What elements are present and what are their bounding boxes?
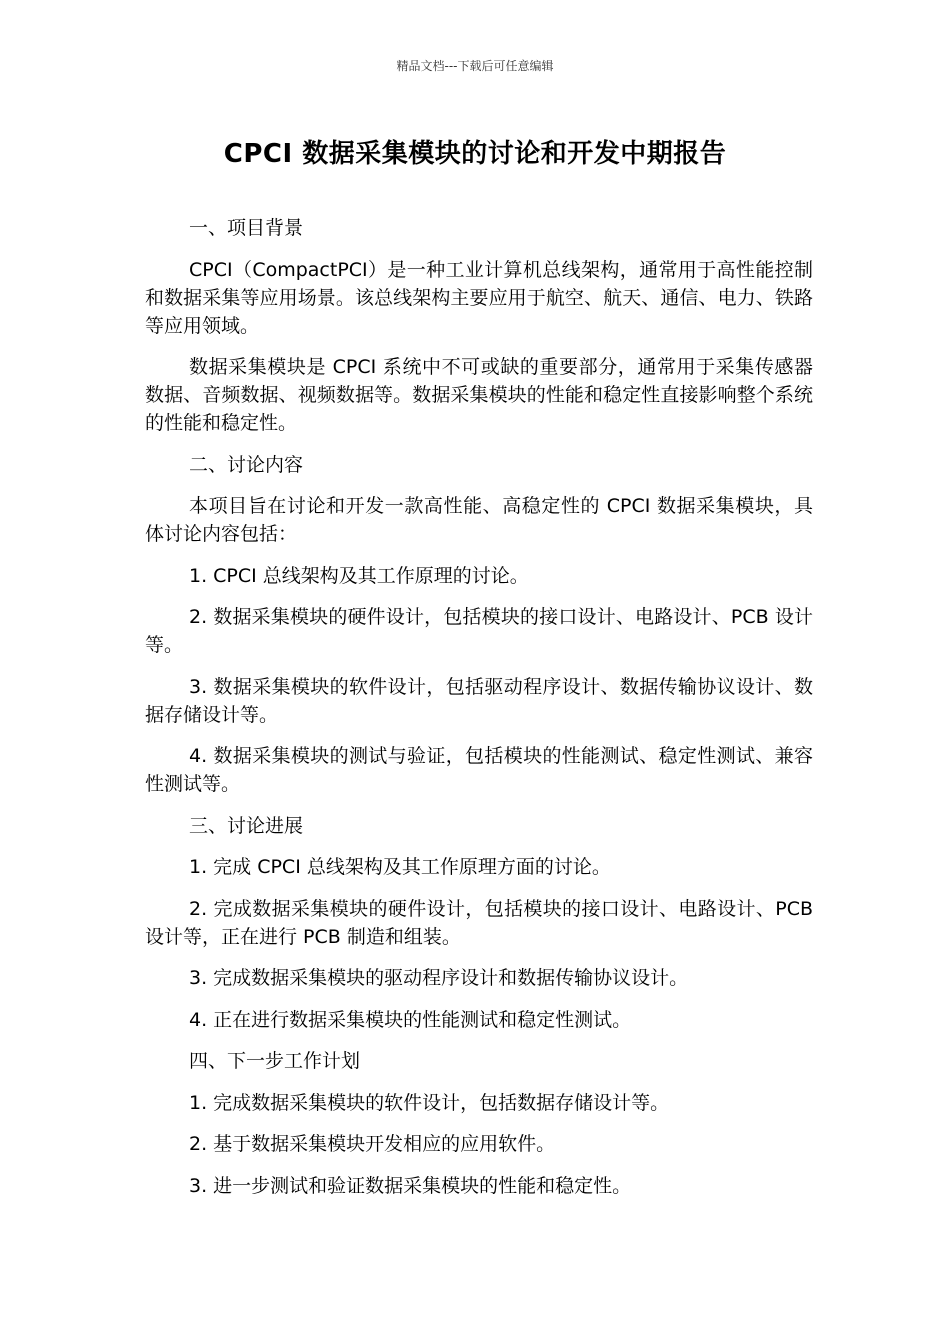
list-item: 3. 完成数据采集模块的驱动程序设计和数据传输协议设计。 bbox=[189, 967, 689, 989]
paragraph: 本项目旨在讨论和开发一款高性能、高稳定性的 CPCI 数据采集模块，具体讨论内容包括： bbox=[145, 495, 813, 545]
section-next-steps bbox=[145, 1047, 813, 1200]
list-item: 2. 数据采集模块的硬件设计，包括模块的接口设计、电路设计、PCB 设计等。 bbox=[145, 606, 813, 656]
section-heading: 四、下一步工作计划 bbox=[189, 1050, 361, 1072]
document-body bbox=[145, 214, 813, 1213]
paragraph: CPCI（CompactPCI）是一种工业计算机总线架构，通常用于高性能控制和数据采集等应用场景。该总线架构主要应用于航空、航天、通信、电力、铁路等应用领域。 bbox=[145, 258, 813, 337]
list-item: 4. 正在进行数据采集模块的性能测试和稳定性测试。 bbox=[189, 1008, 632, 1031]
section-heading: 一、项目背景 bbox=[189, 217, 304, 239]
section-discussion-content bbox=[145, 451, 813, 799]
section-discussion-progress bbox=[145, 812, 813, 1034]
paragraph: 数据采集模块是 CPCI 系统中不可或缺的重要部分，通常用于采集传感器数据、音频数据、视频数据等。数据采集模块的性能和稳定性直接影响整个系统的性能和稳定性。 bbox=[145, 356, 813, 434]
section-project-background bbox=[145, 214, 813, 437]
section-heading: 三、讨论进展 bbox=[189, 814, 304, 837]
page-header: 精品文档---下载后可任意编辑 bbox=[396, 59, 554, 73]
document-title: CPCI 数据采集模块的讨论和开发中期报告 bbox=[223, 139, 727, 169]
section-heading: 二、讨论内容 bbox=[189, 453, 304, 476]
list-item: 2. 完成数据采集模块的硬件设计，包括模块的接口设计、电路设计、PCB 设计等，正在进行 PCB 制造和组装。 bbox=[145, 897, 813, 948]
list-item: 4. 数据采集模块的测试与验证，包括模块的性能测试、稳定性测试、兼容性测试等。 bbox=[145, 745, 813, 795]
list-item: 1. CPCI 总线架构及其工作原理的讨论。 bbox=[189, 564, 529, 587]
list-item: 3. 进一步测试和验证数据采集模块的性能和稳定性。 bbox=[189, 1174, 632, 1197]
list-item: 1. 完成数据采集模块的软件设计，包括数据存储设计等。 bbox=[189, 1091, 670, 1114]
list-item: 1. 完成 CPCI 总线架构及其工作原理方面的讨论。 bbox=[189, 856, 611, 878]
list-item: 2. 基于数据采集模块开发相应的应用软件。 bbox=[189, 1133, 556, 1155]
list-item: 3. 数据采集模块的软件设计，包括驱动程序设计、数据传输协议设计、数据存储设计等。 bbox=[145, 675, 813, 726]
